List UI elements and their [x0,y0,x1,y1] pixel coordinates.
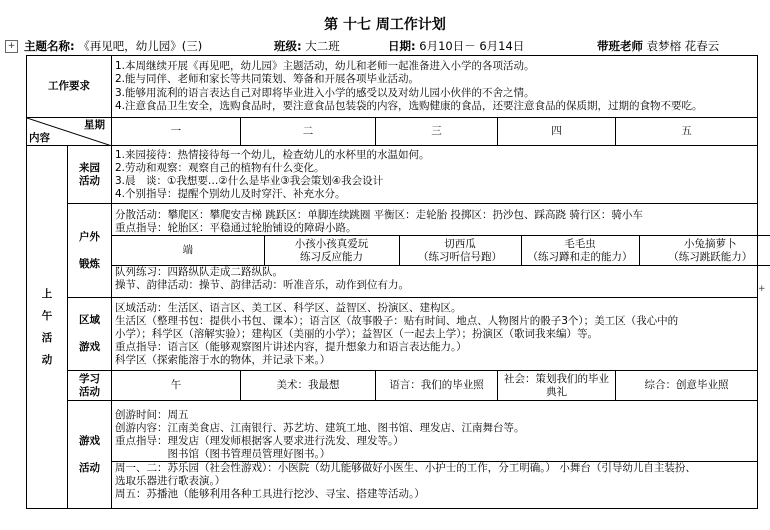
table-resize-handle-icon[interactable]: + [758,284,766,294]
date-label: 日期: [388,39,416,53]
study-label-line: 活动 [79,385,100,398]
reception-item: 4.个别指导：提醒个别幼儿及时穿汗、补充水分。 [115,187,346,200]
requirement-item: 3.能够用流利的语言表达自己对即将毕业进入小学的感受以及对幼儿园小伙伴的不舍之情。 [115,86,535,99]
game-title: 切西瓜 [444,237,476,250]
theme-label: 主题名称: [24,39,75,53]
games-subsection [112,461,757,501]
outdoor-label-line: 户外 [79,230,100,243]
game-goal: （练习蹲和走的能力） [527,250,633,263]
game-title: 小兔摘萝卜 [684,237,737,250]
section-char: 午 [41,310,53,322]
area-label-line: 区域 [79,314,100,326]
area-item: 重点指导：语言区（能够观察图片讲述内容，提升想象力和语言表达能力。） [115,340,467,353]
outdoor-item: 操节、韵律活动：操节、韵律活动：听准音乐，动作到位有力。 [115,279,409,291]
weekday-header: 四 [498,118,616,146]
page-title: 第 十七 周工作计划 [324,17,446,33]
requirements-row [27,56,758,118]
weekday-header: 一 [112,118,241,146]
date-field [388,38,524,54]
outdoor-item: 分散活动：攀爬区：攀爬安吉梯 跳跃区：单脚连续跳圈 平衡区：走轮胎 投掷区：扔沙包、踩高跷 骑行区：骑小车 [115,209,643,221]
games-item: 选取乐器进行歌表演。） [115,474,226,487]
reception-label-line: 活动 [79,174,100,187]
outdoor-item: 队列练习：四路纵队走成二路纵队。 [115,266,283,278]
requirements-content [112,56,758,118]
section-char: 动 [41,354,53,366]
outdoor-game-cell [264,236,399,266]
games-item: 创游内容：江南美食店、江南银行、苏艺坊、建筑工地、图书馆、理发店、江南舞台等。 [115,421,525,434]
outdoor-game-cell [521,236,639,266]
area-label-line: 游戏 [79,341,100,353]
games-item: 重点指导：理发店（理发师根据客人要求进行洗发、理发等。） [115,434,404,447]
study-label [68,371,112,401]
teacher-label: 带班老师 [597,39,643,53]
study-day-cell: 美术：我最想 [241,371,376,401]
area-item: 生活区（整理书包：提供小书包、课本）；语言区（故事骰子：贴有时间、地点、人物图片的骰子3个）；美工区（我心中的 [115,314,679,327]
study-day-cell: 社会：策划我们的毕业典礼 [498,371,616,401]
reception-label-line: 来园 [79,161,100,174]
outdoor-game-cell [399,236,521,266]
outdoor-label-line: 锻炼 [79,257,100,270]
games-label [68,401,112,509]
corner-bottom-label: 内容 [29,132,50,144]
games-label-line: 游戏 [79,434,100,447]
requirements-label: 工作要求 [27,56,112,118]
games-content [112,401,758,509]
games-item: 周一、二：苏乐园（社会性游戏）：小医院（幼儿能够做好小医生、小护士的工作，分工明确。） 小舞台（引导幼儿自主装扮、 [115,461,696,474]
area-item: 区域活动：生活区、语言区、美工区、科学区、益智区、扮演区、建构区。 [115,301,462,314]
area-content [112,298,758,371]
requirement-item: 1.本周继续开展《再见吧，幼儿园》主题活动，幼儿和老师一起准备进入小学的各项活动。 [115,59,535,72]
date-value: 6月10日－ 6月14日 [419,39,525,53]
theme-field [24,38,202,54]
outdoor-item: 重点指导：轮胎区：平稳通过轮胎铺设的障碍小路。 [115,222,357,234]
area-row [27,298,758,371]
outdoor-row [27,204,758,298]
work-plan-table [26,55,758,509]
games-row [27,401,758,509]
reception-item: 2.劳动和观察：观察自己的植物有什么变化。 [115,161,325,174]
games-item: 图书馆（图书管理员管理好图书。） [115,447,331,460]
weekday-header: 三 [376,118,498,146]
outdoor-game-cell [639,236,770,266]
area-label [68,298,112,371]
area-item: 小学）；科学区（溶解实验）；建构区（美丽的小学）；益智区（一起去上学）；扮演区（歌词我来编）等。 [115,327,598,340]
game-title: 毛毛虫 [564,237,596,250]
teacher-value: 袁梦榕 花春云 [646,39,720,53]
area-item: 科学区（探索能溶于水的物体，并记录下来。） [115,353,331,366]
class-label: 班级: [274,39,302,53]
reception-item: 3.晨 谈：①我想要…②什么是毕业③我会策划④我会设计 [115,174,384,187]
weekday-header: 二 [241,118,376,146]
section-char: 活 [41,332,53,344]
theme-value: 《再见吧，幼儿园》(三) [78,39,203,53]
game-goal: （练习跳跃能力） [668,250,753,263]
game-title: 小孩小孩真爱玩 [294,237,369,250]
games-item: 创游时间：周五 [115,408,189,421]
weekday-header: 五 [616,118,758,146]
table-move-handle-icon[interactable]: + [5,40,18,53]
weekday-corner-cell [27,118,112,146]
morning-section-label [27,146,68,509]
game-goal: （练习听信号跑） [418,250,502,263]
section-char: 上 [41,288,53,300]
games-item: 周五：苏播池（能够利用各种工具进行挖沙、寻宝、搭建等活动。） [115,487,425,500]
study-day-cell: 午 [112,371,241,401]
reception-row [27,146,758,204]
study-day-cell: 综合：创意毕业照 [616,371,758,401]
games-label-line: 活动 [79,461,100,474]
outdoor-label [68,204,112,298]
corner-top-label: 星期 [84,119,105,131]
weekday-header-row [27,118,758,146]
study-label-line: 学习 [79,372,100,385]
teacher-field [597,38,719,54]
class-field [274,38,340,54]
game-goal: 练习反应能力 [300,250,363,263]
requirement-item: 4.注意食品卫生安全，选购食品时，要注意食品包装袋的内容，选购健康的食品，还要注意食品的保质期，过期的食物不要吃。 [115,100,703,112]
study-day-cell: 语言：我们的毕业照 [376,371,498,401]
requirement-item: 2.能与同伴、老师和家长等共同策划、筹备和开展各项毕业活动。 [115,73,420,85]
reception-content [112,146,758,204]
outdoor-games-grid [112,235,770,266]
study-row [27,371,758,401]
class-value: 大二班 [305,39,340,53]
reception-item: 1.来园接待：热情接待每一个幼儿，检查幼儿的水杯里的水温如何。 [115,148,430,161]
reception-label [68,146,112,204]
outdoor-game-cell: 端 [112,236,264,266]
outdoor-content [112,204,758,298]
